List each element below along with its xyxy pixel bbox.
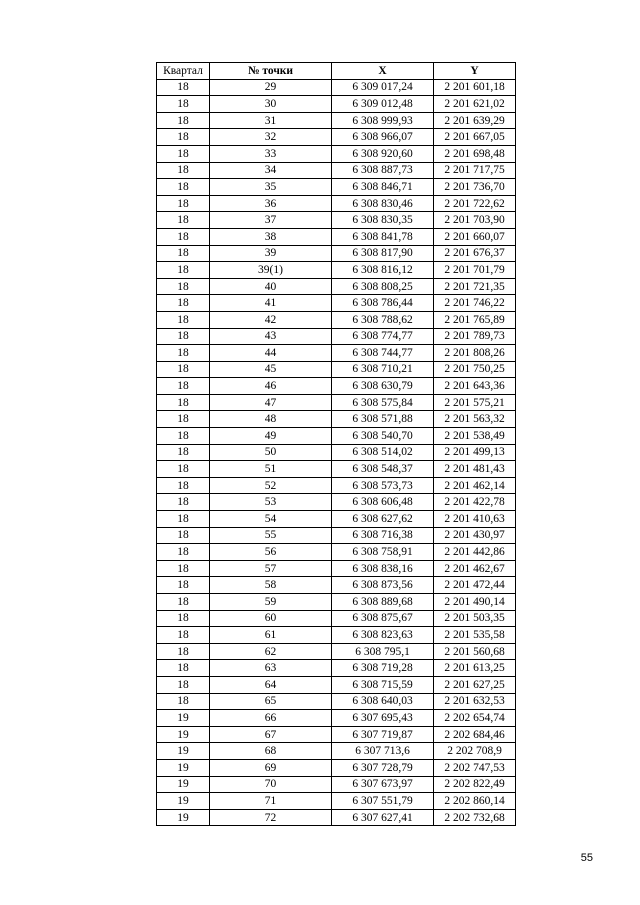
cell-y: 2 201 481,43 bbox=[434, 461, 516, 478]
cell-kvartal: 18 bbox=[157, 643, 210, 660]
cell-point-number: 35 bbox=[210, 179, 332, 196]
cell-y: 2 201 808,26 bbox=[434, 345, 516, 362]
cell-kvartal: 19 bbox=[157, 809, 210, 826]
table-row bbox=[157, 145, 516, 162]
cell-y: 2 202 708,9 bbox=[434, 743, 516, 760]
cell-kvartal: 18 bbox=[157, 328, 210, 345]
cell-x: 6 309 017,24 bbox=[332, 79, 434, 96]
cell-y: 2 201 765,89 bbox=[434, 311, 516, 328]
table-row bbox=[157, 577, 516, 594]
cell-kvartal: 18 bbox=[157, 511, 210, 528]
cell-kvartal: 19 bbox=[157, 776, 210, 793]
cell-kvartal: 18 bbox=[157, 378, 210, 395]
cell-kvartal: 18 bbox=[157, 145, 210, 162]
cell-point-number: 36 bbox=[210, 195, 332, 212]
cell-y: 2 201 717,75 bbox=[434, 162, 516, 179]
cell-point-number: 45 bbox=[210, 361, 332, 378]
cell-y: 2 201 639,29 bbox=[434, 112, 516, 129]
cell-kvartal: 18 bbox=[157, 627, 210, 644]
cell-x: 6 308 873,56 bbox=[332, 577, 434, 594]
cell-x: 6 308 795,1 bbox=[332, 643, 434, 660]
cell-x: 6 308 830,46 bbox=[332, 195, 434, 212]
table-row bbox=[157, 311, 516, 328]
cell-x: 6 308 841,78 bbox=[332, 228, 434, 245]
cell-y: 2 201 613,25 bbox=[434, 660, 516, 677]
cell-kvartal: 18 bbox=[157, 79, 210, 96]
cell-kvartal: 18 bbox=[157, 676, 210, 693]
cell-kvartal: 18 bbox=[157, 693, 210, 710]
cell-y: 2 201 621,02 bbox=[434, 96, 516, 113]
cell-kvartal: 18 bbox=[157, 394, 210, 411]
cell-x: 6 308 640,03 bbox=[332, 693, 434, 710]
cell-point-number: 31 bbox=[210, 112, 332, 129]
table-row bbox=[157, 643, 516, 660]
cell-point-number: 41 bbox=[210, 295, 332, 312]
cell-y: 2 201 490,14 bbox=[434, 594, 516, 611]
cell-x: 6 307 551,79 bbox=[332, 793, 434, 810]
cell-y: 2 201 563,32 bbox=[434, 411, 516, 428]
table-row bbox=[157, 560, 516, 577]
cell-point-number: 63 bbox=[210, 660, 332, 677]
table-row bbox=[157, 793, 516, 810]
cell-kvartal: 18 bbox=[157, 311, 210, 328]
cell-point-number: 62 bbox=[210, 643, 332, 660]
cell-kvartal: 18 bbox=[157, 345, 210, 362]
cell-y: 2 201 430,97 bbox=[434, 527, 516, 544]
table-row bbox=[157, 660, 516, 677]
table-row bbox=[157, 411, 516, 428]
table-row bbox=[157, 129, 516, 146]
cell-x: 6 308 571,88 bbox=[332, 411, 434, 428]
cell-point-number: 34 bbox=[210, 162, 332, 179]
table-body bbox=[157, 79, 516, 826]
cell-point-number: 37 bbox=[210, 212, 332, 229]
cell-x: 6 307 719,87 bbox=[332, 726, 434, 743]
cell-kvartal: 18 bbox=[157, 594, 210, 611]
cell-kvartal: 18 bbox=[157, 295, 210, 312]
cell-y: 2 202 654,74 bbox=[434, 710, 516, 727]
cell-point-number: 29 bbox=[210, 79, 332, 96]
table-row bbox=[157, 428, 516, 445]
cell-point-number: 40 bbox=[210, 278, 332, 295]
cell-y: 2 202 684,46 bbox=[434, 726, 516, 743]
table-row bbox=[157, 527, 516, 544]
cell-x: 6 308 889,68 bbox=[332, 594, 434, 611]
cell-kvartal: 18 bbox=[157, 660, 210, 677]
cell-y: 2 202 732,68 bbox=[434, 809, 516, 826]
table-row bbox=[157, 378, 516, 395]
cell-y: 2 201 410,63 bbox=[434, 511, 516, 528]
cell-kvartal: 18 bbox=[157, 212, 210, 229]
cell-point-number: 42 bbox=[210, 311, 332, 328]
coordinates-table bbox=[156, 62, 516, 826]
table-row bbox=[157, 710, 516, 727]
cell-x: 6 308 514,02 bbox=[332, 444, 434, 461]
cell-x: 6 308 606,48 bbox=[332, 494, 434, 511]
cell-y: 2 202 747,53 bbox=[434, 759, 516, 776]
table-row bbox=[157, 743, 516, 760]
table-row bbox=[157, 228, 516, 245]
cell-x: 6 308 744,77 bbox=[332, 345, 434, 362]
cell-x: 6 307 713,6 bbox=[332, 743, 434, 760]
cell-kvartal: 18 bbox=[157, 428, 210, 445]
table-row bbox=[157, 693, 516, 710]
table-header-row bbox=[157, 63, 516, 80]
cell-kvartal: 19 bbox=[157, 743, 210, 760]
table-row bbox=[157, 361, 516, 378]
cell-point-number: 50 bbox=[210, 444, 332, 461]
cell-point-number: 30 bbox=[210, 96, 332, 113]
header-kvartal: Квартал bbox=[157, 63, 210, 80]
cell-kvartal: 18 bbox=[157, 494, 210, 511]
cell-x: 6 308 830,35 bbox=[332, 212, 434, 229]
table-row bbox=[157, 212, 516, 229]
cell-x: 6 308 887,73 bbox=[332, 162, 434, 179]
table-row bbox=[157, 96, 516, 113]
cell-kvartal: 18 bbox=[157, 245, 210, 262]
cell-point-number: 68 bbox=[210, 743, 332, 760]
table-row bbox=[157, 726, 516, 743]
cell-kvartal: 18 bbox=[157, 477, 210, 494]
table-row bbox=[157, 162, 516, 179]
cell-y: 2 201 472,44 bbox=[434, 577, 516, 594]
cell-y: 2 201 667,05 bbox=[434, 129, 516, 146]
table-row bbox=[157, 627, 516, 644]
header-point-number: № точки bbox=[210, 63, 332, 80]
cell-point-number: 64 bbox=[210, 676, 332, 693]
table-row bbox=[157, 245, 516, 262]
cell-point-number: 47 bbox=[210, 394, 332, 411]
cell-y: 2 202 860,14 bbox=[434, 793, 516, 810]
cell-kvartal: 18 bbox=[157, 228, 210, 245]
cell-x: 6 308 808,25 bbox=[332, 278, 434, 295]
cell-kvartal: 18 bbox=[157, 129, 210, 146]
cell-kvartal: 18 bbox=[157, 461, 210, 478]
table-row bbox=[157, 179, 516, 196]
cell-kvartal: 18 bbox=[157, 527, 210, 544]
cell-y: 2 201 422,78 bbox=[434, 494, 516, 511]
cell-x: 6 307 728,79 bbox=[332, 759, 434, 776]
table-row bbox=[157, 759, 516, 776]
table-row bbox=[157, 328, 516, 345]
cell-kvartal: 19 bbox=[157, 726, 210, 743]
cell-point-number: 65 bbox=[210, 693, 332, 710]
cell-point-number: 58 bbox=[210, 577, 332, 594]
cell-point-number: 67 bbox=[210, 726, 332, 743]
cell-y: 2 201 462,14 bbox=[434, 477, 516, 494]
cell-kvartal: 19 bbox=[157, 793, 210, 810]
cell-kvartal: 18 bbox=[157, 577, 210, 594]
cell-x: 6 307 695,43 bbox=[332, 710, 434, 727]
cell-point-number: 48 bbox=[210, 411, 332, 428]
cell-y: 2 201 627,25 bbox=[434, 676, 516, 693]
cell-point-number: 70 bbox=[210, 776, 332, 793]
table-row bbox=[157, 195, 516, 212]
cell-point-number: 69 bbox=[210, 759, 332, 776]
cell-x: 6 308 548,37 bbox=[332, 461, 434, 478]
cell-x: 6 308 788,62 bbox=[332, 311, 434, 328]
cell-y: 2 201 721,35 bbox=[434, 278, 516, 295]
cell-x: 6 308 716,38 bbox=[332, 527, 434, 544]
table-row bbox=[157, 112, 516, 129]
cell-x: 6 308 816,12 bbox=[332, 262, 434, 279]
cell-y: 2 201 660,07 bbox=[434, 228, 516, 245]
cell-kvartal: 19 bbox=[157, 759, 210, 776]
cell-kvartal: 18 bbox=[157, 278, 210, 295]
table-row bbox=[157, 809, 516, 826]
cell-y: 2 201 703,90 bbox=[434, 212, 516, 229]
cell-point-number: 32 bbox=[210, 129, 332, 146]
cell-kvartal: 18 bbox=[157, 361, 210, 378]
cell-y: 2 201 535,58 bbox=[434, 627, 516, 644]
table-row bbox=[157, 511, 516, 528]
cell-y: 2 201 701,79 bbox=[434, 262, 516, 279]
cell-kvartal: 18 bbox=[157, 262, 210, 279]
table-row bbox=[157, 461, 516, 478]
cell-y: 2 201 746,22 bbox=[434, 295, 516, 312]
cell-point-number: 38 bbox=[210, 228, 332, 245]
cell-y: 2 201 503,35 bbox=[434, 610, 516, 627]
cell-point-number: 39(1) bbox=[210, 262, 332, 279]
cell-x: 6 308 875,67 bbox=[332, 610, 434, 627]
cell-y: 2 201 462,67 bbox=[434, 560, 516, 577]
table-row bbox=[157, 262, 516, 279]
cell-point-number: 60 bbox=[210, 610, 332, 627]
cell-y: 2 201 442,86 bbox=[434, 544, 516, 561]
table-row bbox=[157, 610, 516, 627]
table-row bbox=[157, 345, 516, 362]
cell-x: 6 307 673,97 bbox=[332, 776, 434, 793]
cell-x: 6 308 786,44 bbox=[332, 295, 434, 312]
cell-kvartal: 19 bbox=[157, 710, 210, 727]
cell-x: 6 308 846,71 bbox=[332, 179, 434, 196]
cell-point-number: 39 bbox=[210, 245, 332, 262]
cell-x: 6 308 573,73 bbox=[332, 477, 434, 494]
cell-y: 2 201 538,49 bbox=[434, 428, 516, 445]
table-row bbox=[157, 295, 516, 312]
cell-x: 6 308 710,21 bbox=[332, 361, 434, 378]
cell-y: 2 201 575,21 bbox=[434, 394, 516, 411]
cell-x: 6 308 817,90 bbox=[332, 245, 434, 262]
cell-x: 6 308 920,60 bbox=[332, 145, 434, 162]
header-x: X bbox=[332, 63, 434, 80]
cell-x: 6 308 774,77 bbox=[332, 328, 434, 345]
table-row bbox=[157, 477, 516, 494]
cell-x: 6 308 999,93 bbox=[332, 112, 434, 129]
cell-point-number: 54 bbox=[210, 511, 332, 528]
cell-kvartal: 18 bbox=[157, 610, 210, 627]
cell-y: 2 201 722,62 bbox=[434, 195, 516, 212]
cell-point-number: 72 bbox=[210, 809, 332, 826]
table-row bbox=[157, 776, 516, 793]
table-row bbox=[157, 676, 516, 693]
cell-y: 2 201 560,68 bbox=[434, 643, 516, 660]
cell-y: 2 201 499,13 bbox=[434, 444, 516, 461]
cell-x: 6 308 575,84 bbox=[332, 394, 434, 411]
cell-point-number: 33 bbox=[210, 145, 332, 162]
cell-x: 6 308 719,28 bbox=[332, 660, 434, 677]
table-row bbox=[157, 278, 516, 295]
cell-x: 6 308 823,63 bbox=[332, 627, 434, 644]
cell-kvartal: 18 bbox=[157, 195, 210, 212]
cell-point-number: 57 bbox=[210, 560, 332, 577]
cell-kvartal: 18 bbox=[157, 444, 210, 461]
cell-point-number: 44 bbox=[210, 345, 332, 362]
cell-kvartal: 18 bbox=[157, 560, 210, 577]
cell-kvartal: 18 bbox=[157, 544, 210, 561]
cell-y: 2 201 632,53 bbox=[434, 693, 516, 710]
cell-point-number: 55 bbox=[210, 527, 332, 544]
table-row bbox=[157, 594, 516, 611]
cell-y: 2 201 643,36 bbox=[434, 378, 516, 395]
cell-y: 2 201 750,25 bbox=[434, 361, 516, 378]
cell-kvartal: 18 bbox=[157, 411, 210, 428]
cell-point-number: 56 bbox=[210, 544, 332, 561]
cell-y: 2 201 789,73 bbox=[434, 328, 516, 345]
cell-point-number: 43 bbox=[210, 328, 332, 345]
cell-x: 6 308 758,91 bbox=[332, 544, 434, 561]
cell-point-number: 49 bbox=[210, 428, 332, 445]
cell-y: 2 202 822,49 bbox=[434, 776, 516, 793]
cell-point-number: 61 bbox=[210, 627, 332, 644]
header-y: Y bbox=[434, 63, 516, 80]
cell-kvartal: 18 bbox=[157, 96, 210, 113]
cell-y: 2 201 698,48 bbox=[434, 145, 516, 162]
cell-kvartal: 18 bbox=[157, 179, 210, 196]
cell-x: 6 308 715,59 bbox=[332, 676, 434, 693]
table-row bbox=[157, 444, 516, 461]
cell-y: 2 201 676,37 bbox=[434, 245, 516, 262]
cell-x: 6 309 012,48 bbox=[332, 96, 434, 113]
cell-x: 6 308 540,70 bbox=[332, 428, 434, 445]
table-row bbox=[157, 394, 516, 411]
cell-kvartal: 18 bbox=[157, 162, 210, 179]
cell-point-number: 53 bbox=[210, 494, 332, 511]
table-row bbox=[157, 79, 516, 96]
cell-point-number: 51 bbox=[210, 461, 332, 478]
cell-x: 6 308 627,62 bbox=[332, 511, 434, 528]
table-row bbox=[157, 494, 516, 511]
cell-x: 6 308 966,07 bbox=[332, 129, 434, 146]
cell-point-number: 52 bbox=[210, 477, 332, 494]
cell-x: 6 308 630,79 bbox=[332, 378, 434, 395]
cell-x: 6 307 627,41 bbox=[332, 809, 434, 826]
page-number: 55 bbox=[580, 852, 593, 864]
cell-x: 6 308 838,16 bbox=[332, 560, 434, 577]
cell-kvartal: 18 bbox=[157, 112, 210, 129]
cell-y: 2 201 736,70 bbox=[434, 179, 516, 196]
table-row bbox=[157, 544, 516, 561]
cell-point-number: 59 bbox=[210, 594, 332, 611]
cell-point-number: 71 bbox=[210, 793, 332, 810]
cell-point-number: 66 bbox=[210, 710, 332, 727]
cell-point-number: 46 bbox=[210, 378, 332, 395]
cell-y: 2 201 601,18 bbox=[434, 79, 516, 96]
